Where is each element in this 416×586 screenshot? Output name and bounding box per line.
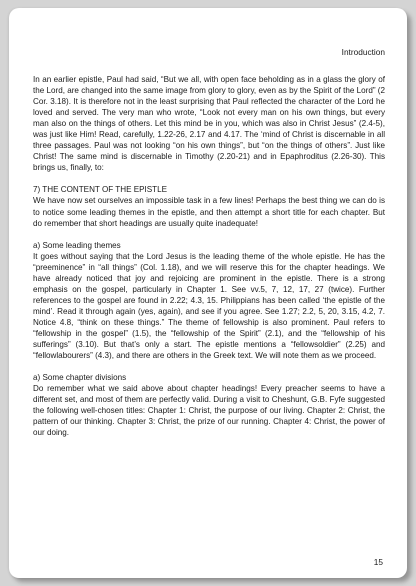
running-header: Introduction <box>341 47 385 57</box>
subheading-chapter-divisions: a) Some chapter divisions <box>33 373 127 383</box>
page-number: 15 <box>373 557 383 567</box>
paragraph-chapter-divisions: Do remember what we said above about chapter headings! Every preacher seems to have a different set, and most of them are perfectly valid. During a visit to Cheshunt, G.B. Fyfe suggested the following well-chosen titles: Chapter 1: Christ, the purpose of our living. Chapter 2: Christ, the pattern of our thinking. Chapter 3: Christ, the prize of our running. Chapter 4: Christ, the power of our doing. <box>33 384 385 438</box>
section-heading-content: 7) THE CONTENT OF THE EPISTLE <box>33 185 168 195</box>
body-text <box>33 74 385 438</box>
paragraph-content: We have now set ourselves an impossible task in a few lines! Perhaps the best thing we can do is to notice some leading themes in the epistle, and then attempt a short title for each chapter. But do remember that short headings are usually quite inadequate! <box>33 196 385 228</box>
subheading-leading-themes: a) Some leading themes <box>33 240 121 250</box>
paragraph-leading-themes: It goes without saying that the Lord Jesus is the leading theme of the whole epistle. He has the “preeminence” in “all things” (Col. 1.18), and we will reserve this for the chapter headings. We have already noticed that joy and rejoicing are prominent in the epistle. There is a strong emphasis on the gospel, particularly in Chapter 1. See vv.5, 7, 12, 17, 27 (twice). Further references to the gospel are found in 2.22; 4.3, 15. Philippians has been called ‘the epistle of the mind’. Read it through again (yes, again), and see if you agree. See 1.27; 2.2, 5, 20, 3.15, 4.2, 7. Notice 4.8, “think on these things.” The theme of fellowship is also prominent. Paul refers to “fellowship in the gospel” (1.5), the “fellowship of the Spirit” (2.1), and the “fellowship of his sufferings” (3.10). But that’s only a start. The epistle mentions a “fellowsoldier” (2.25) and “fellowlabourers” (4.3), and there are others in the Greek text. We will note them as we proceed. <box>33 251 385 361</box>
document-page <box>9 8 407 578</box>
paragraph-intro: In an earlier epistle, Paul had said, “But we all, with open face beholding as in a glass the glory of the Lord, are changed into the same image from glory to glory, even as by the Spirit of the Lord” (2 Cor. 3.18). It is therefore not in the least surprising that Paul reflected the character of the Lord he loved and served. The very man who wrote, “Look not every man on his own things, but every man also on the things of others. Let this mind be in you, which was also in Christ Jesus” (2.4-5), was just like Him! Read, carefully, 1.22-26, 2.17 and 4.17. The ‘mind of Christ is discernable in all three passages. Paul was not looking “on his own things”, but “on the things of others”. Just like Christ! The same mind is discernable in Timothy (2.20-21) and in Epaphroditus (2.26-30). This brings us, finally, to: <box>33 75 385 173</box>
